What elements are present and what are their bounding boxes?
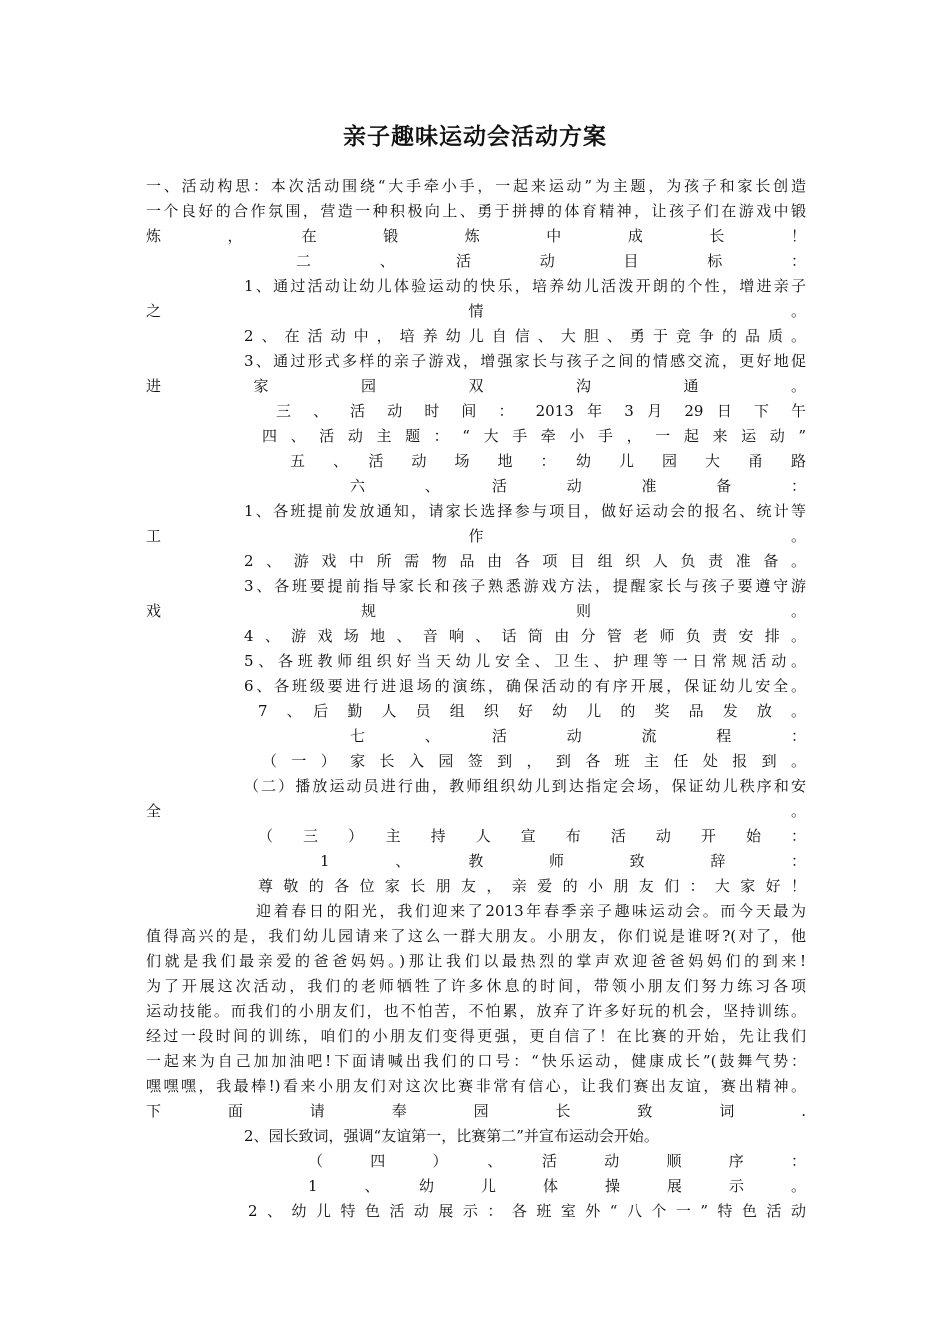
paragraph-line: 下 面 请 奉 园 长 致 词 . xyxy=(146,1102,806,1120)
paragraph-line: 全 。 xyxy=(146,802,806,820)
paragraph-line: （一）家长入园签到，到各班主任处报到。 xyxy=(262,752,806,770)
section-heading: 三 、 活 动 时 间 ： 2013 年 3 月 29 日 下 午 xyxy=(276,402,806,420)
paragraph-line: （二）播放运动员进行曲，教师组织幼儿到达指定会场，保证幼儿秩序和安 xyxy=(244,777,806,795)
paragraph-line: 一个良好的合作氛围，营造一种积极向上、勇于拼搏的体育精神，让孩子们在游戏中锻 xyxy=(146,202,806,220)
paragraph-line: 1 、 幼 儿 体 操 展 示 。 xyxy=(308,1177,806,1195)
paragraph-line: 运动技能。而我们的小朋友们，也不怕苦，不怕累，放弃了许多好玩的机会，坚持训练。 xyxy=(146,1002,806,1020)
section-heading: 四、活动主题：“大手牵小手，一起来运动” xyxy=(262,427,806,445)
paragraph-line: 7 、 后 勤 人 员 组 织 好 幼 儿 的 奖 品 发 放 。 xyxy=(258,702,806,720)
paragraph-line: 工 作 。 xyxy=(146,527,806,545)
section-heading: 二 、 活 动 目 标 ： xyxy=(296,252,806,270)
document-title: 亲子趣味运动会活动方案 xyxy=(343,124,607,150)
paragraph-line: 戏 规 则 。 xyxy=(146,602,806,620)
paragraph-line: 之 情 。 xyxy=(146,302,806,320)
paragraph-line: 6、各班级要进行进退场的演练，确保活动的有序开展，保证幼儿安全。 xyxy=(244,677,806,695)
paragraph-line: 4、游戏场地、音响、话筒由分管老师负责安排。 xyxy=(244,627,806,645)
paragraph-line: 1、各班提前发放通知，请家长选择参与项目，做好运动会的报名、统计等 xyxy=(244,502,806,520)
paragraph-line: 2、游戏中所需物品由各项目组织人负责准备。 xyxy=(244,552,806,570)
section-heading: 七 、 活 动 流 程 ： xyxy=(350,727,806,745)
paragraph-line: 5、各班教师组织好当天幼儿安全、卫生、护理等一日常规活动。 xyxy=(244,652,806,670)
section-heading: （ 四 ） 、 活 动 顺 序 ： xyxy=(308,1152,806,1170)
paragraph-line: 1 、 教 师 致 辞 ： xyxy=(320,852,806,870)
paragraph-line: 为了开展这次活动，我们的老师牺牲了许多休息的时间，带领小朋友们努力练习各项 xyxy=(146,977,806,995)
paragraph-line: 们就是我们最亲爱的爸爸妈妈。)那让我们以最热烈的掌声欢迎爸爸妈妈们的到来! xyxy=(146,952,806,970)
paragraph-line: 嘿嘿嘿，我最棒!)看来小朋友们对这次比赛非常有信心，让我们赛出友谊，赛出精神。 xyxy=(146,1077,806,1095)
paragraph-line: 进 家 园 双 沟 通 。 xyxy=(146,377,806,395)
paragraph-line: 一起来为自己加加油吧!下面请喊出我们的口号：“快乐运动，健康成长”(鼓舞气势： xyxy=(146,1052,806,1070)
paragraph-line: 2、在活动中，培养幼儿自信、大胆、勇于竞争的品质。 xyxy=(244,327,806,345)
paragraph-line: 经过一段时间的训练，咱们的小朋友们变得更强，更自信了！在比赛的开始，先让我们 xyxy=(146,1027,806,1045)
paragraph-line: 3、各班要提前指导家长和孩子熟悉游戏方法，提醒家长与孩子要遵守游 xyxy=(244,577,806,595)
paragraph-line: 2、园长致词，强调“友谊第一，比赛第二”并宣布运动会开始。 xyxy=(244,1127,659,1145)
paragraph-line: 1、通过活动让幼儿体验运动的快乐，培养幼儿活泼开朗的个性，增进亲子 xyxy=(244,277,806,295)
paragraph-line: 炼 ， 在 锻 炼 中 成 长 ！ xyxy=(146,227,806,245)
paragraph-line: 尊敬的各位家长朋友，亲爱的小朋友们：大家好！ xyxy=(258,877,806,895)
paragraph-line: 值得高兴的是，我们幼儿园请来了这么一群大朋友。小朋友，你们说是谁呀?(对了，他 xyxy=(146,927,806,945)
paragraph-line: 一、活动构思：本次活动围绕“大手牵小手，一起来运动”为主题，为孩子和家长创造 xyxy=(146,177,806,195)
section-heading: 六 、 活 动 准 备 ： xyxy=(350,477,806,495)
paragraph-line: （ 三 ） 主 持 人 宣 布 活 动 开 始 ： xyxy=(258,827,806,845)
paragraph-line: 3、通过形式多样的亲子游戏，增强家长与孩子之间的情感交流，更好地促 xyxy=(244,352,806,370)
section-heading: 五 、 活 动 场 地 ： 幼 儿 园 大 甬 路 xyxy=(290,452,806,470)
paragraph-line: 2、幼儿特色活动展示：各班室外“八个一”特色活动 xyxy=(248,1202,806,1220)
paragraph-line: 迎着春日的阳光，我们迎来了2013年春季亲子趣味运动会。而今天最为 xyxy=(256,902,806,920)
